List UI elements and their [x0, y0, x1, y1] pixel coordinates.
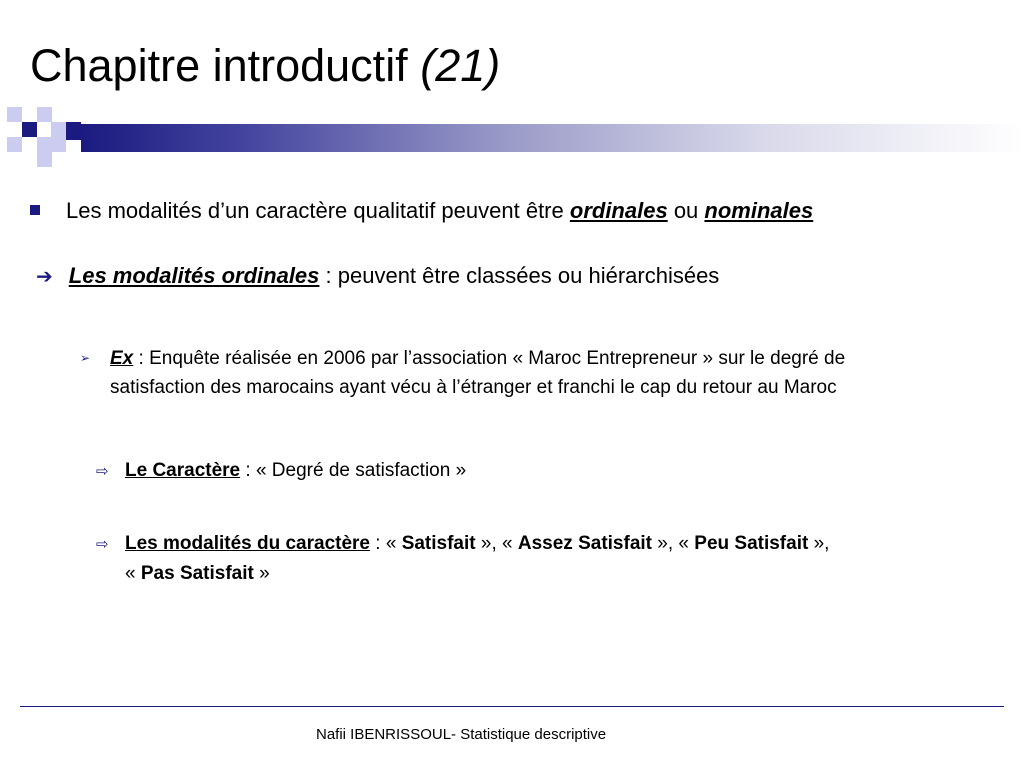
caractere-label: Le Caractère: [125, 460, 241, 481]
hollow-arrow-icon: ⇨: [96, 463, 109, 480]
term-modalites-ordinales: Les modalités ordinales: [68, 263, 320, 288]
modalites-line2: [96, 559, 996, 588]
example-line1: : Enquête réalisée en 2006 par l’association « Maroc Entrepreneur » sur le degré de: [138, 348, 846, 369]
example-line2: satisfaction des marocains ayant vécu à l’étranger et franchi le cap du retour au Maroc: [110, 377, 837, 398]
deco-square: [37, 137, 52, 152]
title-text: Chapitre introductif: [30, 40, 408, 91]
gradient-band: [81, 124, 1024, 152]
term-nominales: nominales: [704, 198, 814, 223]
term-ordinales: ordinales: [569, 198, 668, 223]
caractere-line: [96, 457, 466, 486]
bullet1-pre: Les modalités d’un caractère qualitatif peuvent être: [66, 198, 564, 223]
title-number: (21): [420, 40, 501, 91]
slide-title: [30, 38, 500, 94]
example-label: Ex: [110, 348, 134, 369]
modalite-satisfait: Satisfait: [401, 533, 476, 554]
deco-square: [37, 152, 52, 167]
triangle-bullet-icon: ➢: [80, 351, 91, 365]
modalites-label: Les modalités du caractère: [125, 533, 370, 554]
modalites-sep: «: [125, 563, 136, 584]
modalites-sep: »: [259, 563, 270, 584]
modalites-sep: »,: [813, 533, 830, 554]
square-bullet-icon: [30, 205, 40, 215]
deco-square: [7, 107, 22, 122]
caractere-rest: : « Degré de satisfaction »: [245, 460, 467, 481]
modalites-line: [96, 529, 996, 588]
deco-square: [22, 122, 37, 137]
modalite-assez-satisfait: Assez Satisfait: [517, 533, 652, 554]
hollow-arrow-icon: ⇨: [96, 536, 109, 553]
modalite-pas-satisfait: Pas Satisfait: [140, 563, 254, 584]
bullet1-mid: ou: [673, 198, 699, 223]
deco-square: [51, 137, 66, 152]
deco-square: [51, 122, 66, 137]
modalites-sep: », «: [657, 533, 689, 554]
deco-square: [37, 107, 52, 122]
bullet2-rest: : peuvent être classées ou hiérarchisées: [325, 263, 720, 288]
deco-square: [7, 137, 22, 152]
modalite-peu-satisfait: Peu Satisfait: [694, 533, 809, 554]
modalites-sep: », «: [480, 533, 513, 554]
arrow-right-icon: ➔: [36, 266, 53, 288]
bullet-modalites-ordinales: [36, 262, 719, 291]
bullet-modalites-qualitatif: [30, 197, 813, 225]
deco-square: [66, 122, 81, 140]
example-paragraph: [80, 344, 1000, 402]
modalites-sep: : «: [375, 533, 397, 554]
footer-divider: [20, 706, 1004, 707]
footer-text: Nafii IBENRISSOUL- Statistique descriptive: [316, 726, 607, 743]
